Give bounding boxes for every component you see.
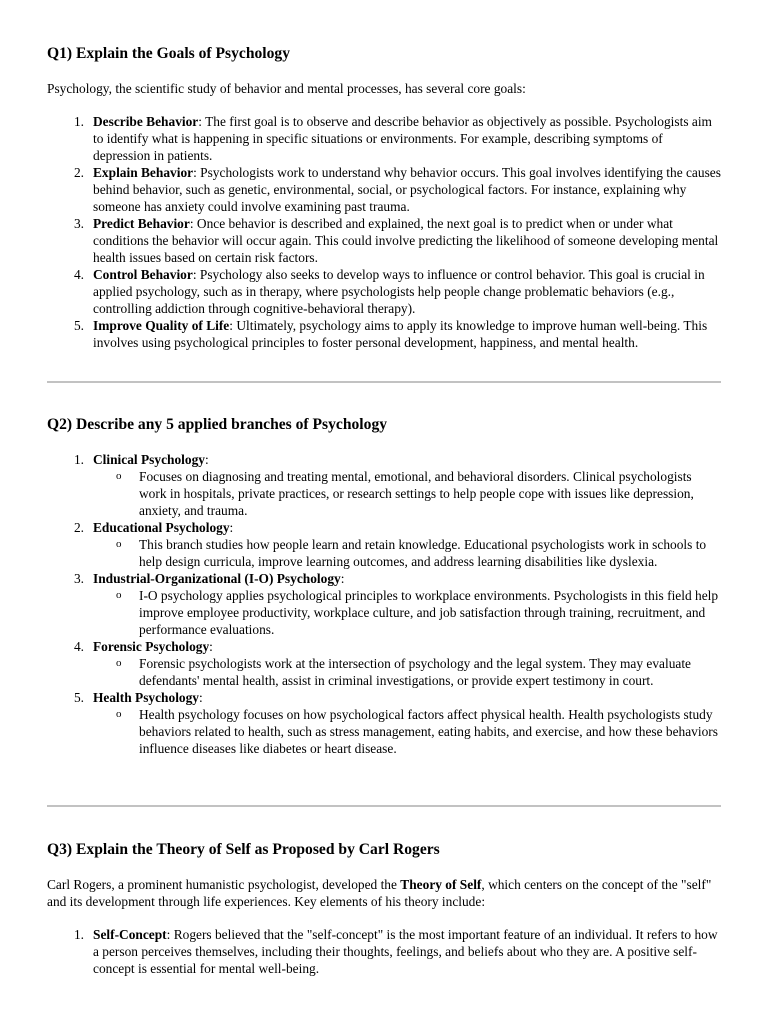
branch-description: o I-O psychology applies psychological principles to workplace environments. Psychologists in this field help improve employee productivity, workplace culture, and job satisfaction through training, recruitment, and performance evaluations.	[93, 587, 721, 638]
q3-elements-list	[47, 926, 721, 977]
branch-term: Health Psychology	[93, 690, 200, 705]
goal-term: Describe Behavior	[93, 114, 199, 129]
branch-term: Clinical Psychology	[93, 452, 205, 467]
list-item: Educational Psychology: o This branch studies how people learn and retain knowledge. Educational psychologists work in schools to help design curricula, improve learning outcomes, and address learning disabilities like dyslexia.	[47, 519, 721, 570]
goal-term: Improve Quality of Life	[93, 318, 230, 333]
branch-term: Forensic Psychology	[93, 639, 210, 654]
list-item	[47, 215, 721, 266]
q1-section	[47, 44, 721, 351]
element-term: Self-Concept	[93, 927, 167, 942]
section-divider	[47, 805, 721, 807]
goal-term: Control Behavior	[93, 267, 193, 282]
sub-list	[93, 468, 721, 519]
q1-heading: Q1) Explain the Goals of Psychology	[47, 45, 291, 62]
goal-term: Explain Behavior	[93, 165, 194, 180]
q2-heading: Q2) Describe any 5 applied branches of Psychology	[47, 416, 388, 433]
goal-text: : Ultimately, psychology aims to apply its knowledge to improve human well-being. This involves using psychological principles to foster personal development, happiness, and mental health.	[93, 318, 708, 350]
q3-section	[47, 840, 721, 977]
list-item	[47, 926, 721, 977]
goal-term: Predict Behavior	[93, 216, 190, 231]
branch-term: Industrial-Organizational (I-O) Psychology	[93, 571, 341, 586]
q3-intro: Carl Rogers, a prominent humanistic psychologist, developed the Theory of Self, which centers on the concept of the "self" and its development through life experiences. Key elements of his theory include:	[47, 877, 712, 909]
section-divider	[47, 381, 721, 383]
q2-section	[47, 415, 721, 757]
q3-heading: Q3) Explain the Theory of Self as Proposed by Carl Rogers	[47, 841, 440, 858]
list-item	[47, 164, 721, 215]
q1-intro: Psychology, the scientific study of behavior and mental processes, has several core goals:	[47, 81, 526, 96]
goal-text: : Psychologists work to understand why behavior occurs. This goal involves identifying the causes behind behavior, such as genetic, environmental, social, or psychological factors. For instance, explaining why someone has anxiety could involve examining past trauma.	[93, 165, 721, 214]
list-item	[47, 266, 721, 317]
branch-description: o Forensic psychologists work at the intersection of psychology and the legal system. They may evaluate defendants' mental health, assist in criminal investigations, or provide expert testimony in court.	[93, 655, 721, 689]
sub-list	[93, 536, 721, 570]
sub-list	[93, 587, 721, 638]
goal-text: : Once behavior is described and explained, the next goal is to predict when or under what conditions the behavior will occur again. This could involve predicting the likelihood of someone developing mental health issues based on certain risk factors.	[93, 216, 719, 265]
branch-description: o This branch studies how people learn and retain knowledge. Educational psychologists work in schools to help design curricula, improve learning outcomes, and address learning disabilities like dyslexia.	[93, 536, 721, 570]
horizontal-rule	[47, 805, 721, 807]
goal-text: : The first goal is to observe and describe behavior as objectively as possible. Psychologists aim to identify what is happening in specific situations or environments. For example, describing symptoms of depression in patients.	[93, 114, 712, 163]
element-text: : Rogers believed that the "self-concept" is the most important feature of an individual. It refers to how a person perceives themselves, including their thoughts, feelings, and beliefs about who they are. A positive self-concept is essential for mental well-being.	[93, 927, 718, 976]
list-item: Industrial-Organizational (I-O) Psychology: o I-O psychology applies psychological principles to workplace environments. Psychologists in this field help improve employee productivity, workplace culture, and job satisfaction through training, recruitment, and performance evaluations.	[47, 570, 721, 638]
q2-branches-list	[47, 451, 721, 757]
q1-goals-list	[47, 113, 721, 351]
goal-text: : Psychology also seeks to develop ways to influence or control behavior. This goal is crucial in applied psychology, such as in therapy, where psychologists help people change problematic behaviors (e.g., controlling addiction through cognitive-behavioral therapy).	[93, 267, 705, 316]
sub-list	[93, 655, 721, 689]
list-item	[47, 113, 721, 164]
list-item: Clinical Psychology: o Focuses on diagnosing and treating mental, emotional, and behavioral disorders. Clinical psychologists work in hospitals, private practices, or research settings to help people cope with issues like depression, anxiety, and trauma.	[47, 451, 721, 519]
list-item	[47, 317, 721, 351]
branch-term: Educational Psychology	[93, 520, 230, 535]
branch-description: o Focuses on diagnosing and treating mental, emotional, and behavioral disorders. Clinical psychologists work in hospitals, private practices, or research settings to help people cope with issues like depression, anxiety, and trauma.	[93, 468, 721, 519]
list-item: Forensic Psychology: o Forensic psychologists work at the intersection of psychology and the legal system. They may evaluate defendants' mental health, assist in criminal investigations, or provide expert testimony in court.	[47, 638, 721, 689]
branch-description: o Health psychology focuses on how psychological factors affect physical health. Health psychologists study behaviors related to health, such as stress management, eating habits, and exercise, and how these behaviors influence diseases like diabetes or heart disease.	[93, 706, 721, 757]
sub-list	[93, 706, 721, 757]
list-item: Health Psychology: o Health psychology focuses on how psychological factors affect physical health. Health psychologists study behaviors related to health, such as stress management, eating habits, and exercise, and how these behaviors influence diseases like diabetes or heart disease.	[47, 689, 721, 757]
horizontal-rule	[47, 381, 721, 383]
